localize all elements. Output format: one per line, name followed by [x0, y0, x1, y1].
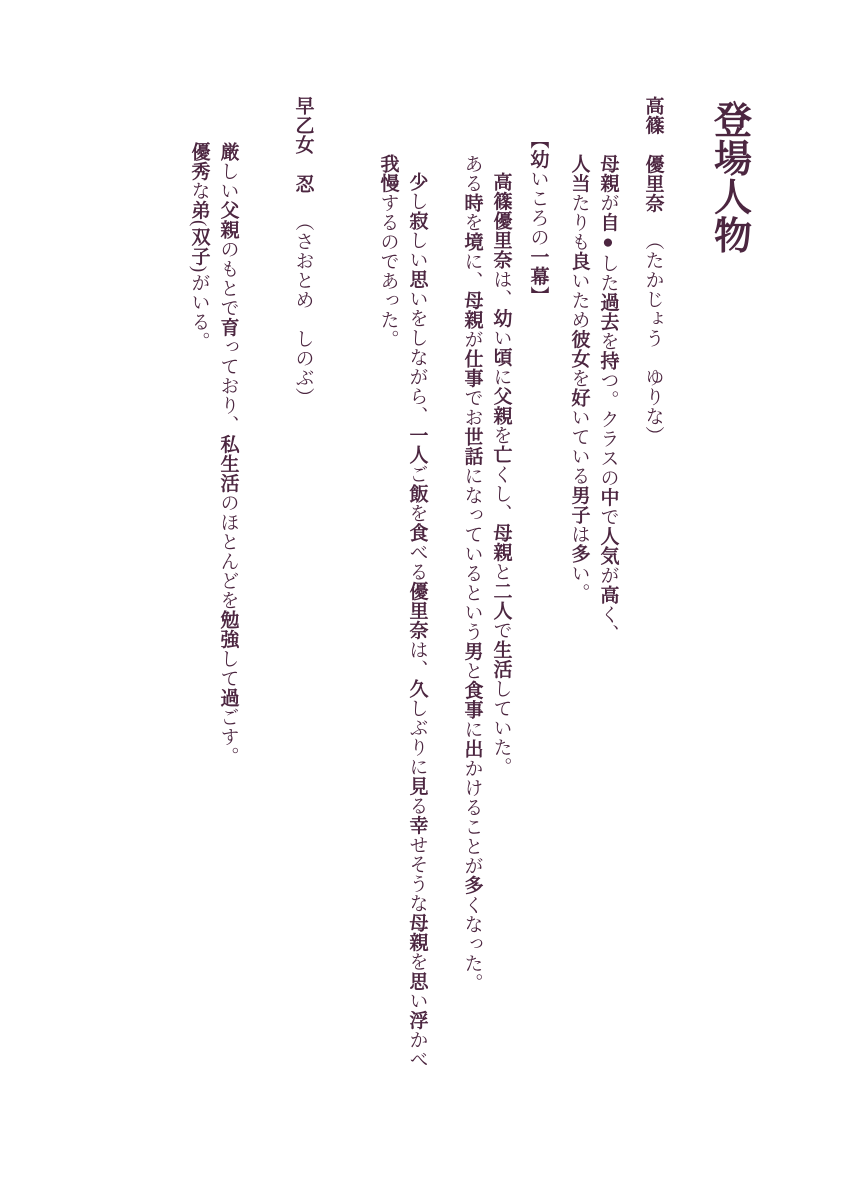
page-title: 登場人物 [707, 100, 750, 254]
character-description-line: 母親が自●した過去を持つ。クラスの中で人気が高く、 [597, 154, 619, 644]
character-name-line [289, 94, 318, 1170]
character-name-reading: （さおとめ しのぶ） [292, 211, 314, 407]
character-name: 高篠 優里奈 [642, 96, 664, 213]
scene-paragraph-line: 我慢するのであった。 [377, 154, 399, 349]
scene-paragraph-line: 高篠優里奈は、幼い頃に父親を亡くし、母親と二人で生活していた。 [490, 172, 512, 777]
scene-paragraph-line: 少し寂しい思いをしながら、一人ご飯を食べる優里奈は、久しぶりに見る幸せそうな母親を思い浮かべ [406, 172, 428, 1069]
character-description-line: 人当たりも良いため彼女を好いている男子は多い。 [568, 154, 590, 603]
character-name-line [639, 94, 668, 1170]
character-name-reading: （たかじょう ゆりな） [642, 231, 664, 446]
scene-heading: 【幼いころの一幕】 [527, 130, 549, 306]
scene-paragraph-line: ある時を境に、母親が仕事でお世話になっているという男と食事に出かけることが多くなった。 [461, 154, 483, 993]
character-description-line: 厳しい父親のもとで育っており、私生活のほとんどを勉強して過ごす。 [217, 142, 239, 766]
character-name: 早乙女 忍 [292, 96, 314, 194]
character-description-line: 優秀な弟(双子)がいる。 [188, 142, 210, 351]
